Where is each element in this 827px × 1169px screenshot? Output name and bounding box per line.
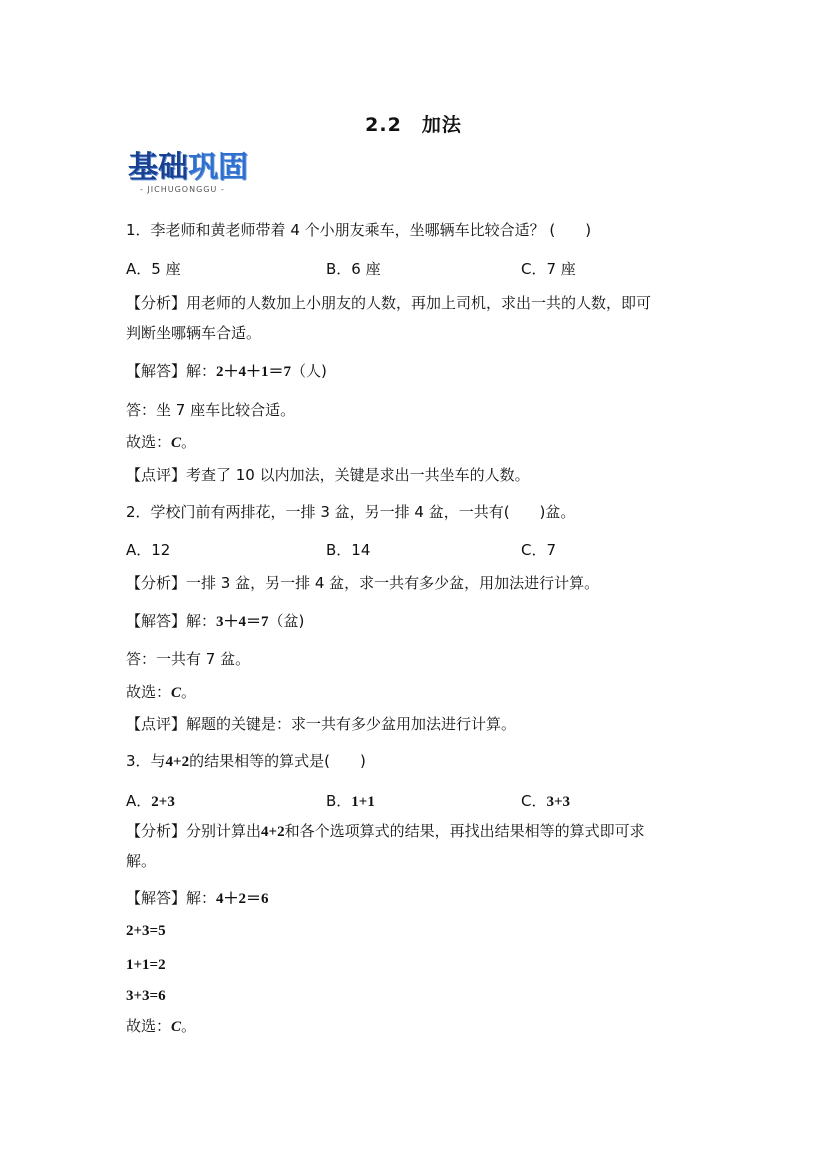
q3-option-b-label: B．: [326, 792, 352, 810]
q1-reply: 答：坐 7 座车比较合适。: [126, 401, 296, 419]
logo-text: [128, 151, 248, 185]
q2-review: 【点评】解题的关键是：求一共有多少盆用加法进行计算。: [126, 715, 517, 733]
q2-choice: [126, 682, 196, 703]
logo-subtitle: - JICHUGONGGU -: [140, 185, 225, 194]
q3-answer: [126, 888, 269, 909]
logo-text-b: 巩固: [188, 150, 248, 185]
q2-option-b: B．14: [326, 541, 371, 559]
q1-answer: [126, 361, 327, 382]
q2-choice-value: C: [171, 685, 182, 701]
q3-stem-b: 的结果相等的算式是( ): [189, 752, 366, 770]
q1-option-b: B．6 座: [326, 260, 381, 278]
q1-choice: [126, 432, 196, 453]
q2-reply: 答：一共有 7 盆。: [126, 650, 251, 668]
q3-analysis-expression: 4+2: [261, 824, 285, 840]
q3-stem-expression: 4+2: [165, 754, 190, 770]
q3-calc-2: 1+1=2: [126, 957, 166, 973]
logo-text-a: 基础: [128, 150, 188, 185]
q3-option-c-expression: 3+3: [546, 794, 571, 810]
q2-answer-equation: 3＋4＝7: [216, 614, 269, 630]
q2-stem: 2．学校门前有两排花，一排 3 盆，另一排 4 盆，一共有( )盆。: [126, 503, 576, 521]
q3-calc-1: 2+3=5: [126, 923, 166, 939]
q2-choice-label: 故选：: [126, 683, 172, 701]
q2-option-c: C．7: [521, 541, 557, 559]
q1-stem: 1．李老师和黄老师带着 4 个小朋友乘车，坐哪辆车比较合适？ ( ): [126, 221, 592, 239]
q3-calc-3: 3+3=6: [126, 988, 166, 1004]
q3-answer-equation: 4＋2＝6: [216, 891, 269, 907]
q2-answer: [126, 611, 304, 632]
q1-option-c: C．7 座: [521, 260, 576, 278]
q3-analysis-b: 和各个选项算式的结果，再找出结果相等的算式即可求: [284, 822, 645, 840]
q2-answer-unit: （盆): [268, 612, 305, 630]
q3-stem-a: 3．与: [126, 752, 166, 770]
q3-option-a-label: A．: [126, 792, 152, 810]
q3-option-c-label: C．: [521, 792, 547, 810]
q3-analysis-line1: [126, 821, 645, 842]
q1-choice-value: C: [171, 435, 182, 451]
q1-analysis-line2: 判断坐哪辆车合适。: [126, 324, 262, 342]
page-title: 2.2 加法: [365, 114, 462, 136]
q1-review: 【点评】考查了 10 以内加法，关键是求出一共坐车的人数。: [126, 466, 530, 484]
q3-option-b-expression: 1+1: [351, 794, 375, 810]
q2-analysis: 【分析】一排 3 盆，另一排 4 盆，求一共有多少盆，用加法进行计算。: [126, 574, 600, 592]
q1-option-a: A．5 座: [126, 260, 181, 278]
q3-choice: [126, 1016, 196, 1037]
q3-choice-value: C: [171, 1019, 182, 1035]
q2-choice-end: 。: [181, 683, 197, 701]
q1-answer-equation: 2＋4＋1＝7: [216, 364, 292, 380]
q3-answer-label: 【解答】解：: [126, 889, 217, 907]
q3-choice-label: 故选：: [126, 1017, 172, 1035]
q3-option-b: [326, 791, 375, 812]
q3-analysis-a: 【分析】分别计算出: [126, 822, 262, 840]
q1-choice-end: 。: [181, 433, 197, 451]
q3-choice-end: 。: [181, 1017, 197, 1035]
q1-answer-label: 【解答】解：: [126, 362, 217, 380]
q3-option-a: [126, 791, 175, 812]
q3-stem: [126, 751, 366, 772]
q1-answer-unit: （人): [291, 362, 327, 380]
section-logo: [128, 151, 278, 197]
q2-option-a: A．12: [126, 541, 171, 559]
q1-analysis-line1: 【分析】用老师的人数加上小朋友的人数，再加上司机，求出一共的人数，即可: [126, 294, 652, 312]
q3-option-c: [521, 791, 570, 812]
q2-answer-label: 【解答】解：: [126, 612, 217, 630]
q3-analysis-line2: 解。: [126, 852, 157, 870]
q1-choice-label: 故选：: [126, 433, 172, 451]
q3-option-a-expression: 2+3: [151, 794, 175, 810]
